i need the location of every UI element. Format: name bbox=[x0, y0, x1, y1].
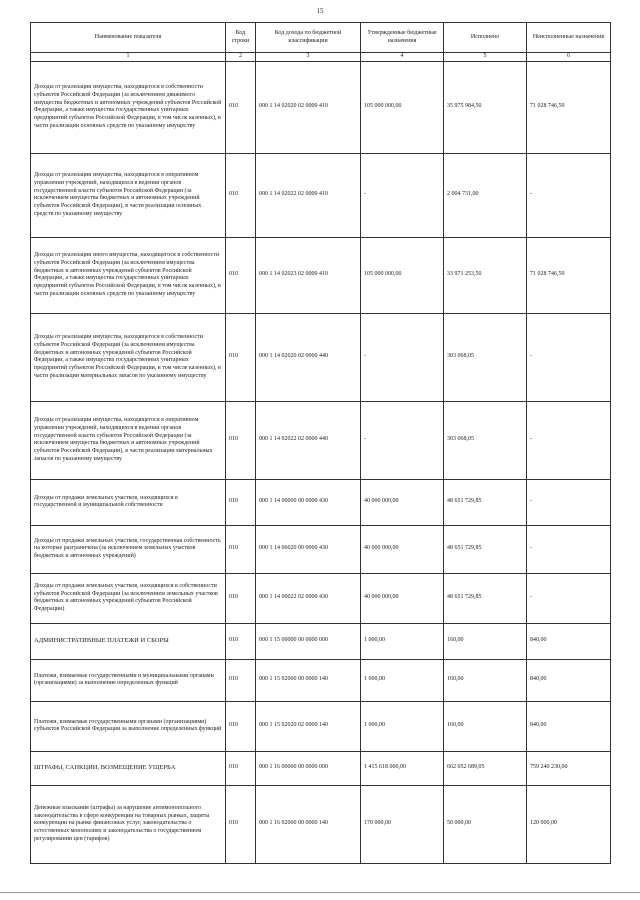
budget-execution-table bbox=[30, 22, 611, 864]
executed-cell: 48 651 729,85 bbox=[444, 573, 527, 623]
budget-code-cell: 000 1 14 02023 02 0000 410 bbox=[256, 237, 361, 313]
table-row bbox=[31, 479, 611, 525]
column-number: 6 bbox=[527, 53, 611, 62]
budget-code-cell: 000 1 14 06000 00 0000 430 bbox=[256, 479, 361, 525]
unexecuted-cell: 120 000,00 bbox=[527, 785, 611, 863]
line-code-cell: 010 bbox=[226, 313, 256, 401]
column-number: 2 bbox=[226, 53, 256, 62]
executed-cell: 48 651 729,85 bbox=[444, 525, 527, 573]
budget-code-cell: 000 1 16 02000 00 0000 140 bbox=[256, 785, 361, 863]
table-row bbox=[31, 525, 611, 573]
column-number: 1 bbox=[31, 53, 226, 62]
unexecuted-cell: - bbox=[527, 525, 611, 573]
header-line-code: Код строки bbox=[226, 23, 256, 53]
line-code-cell: 010 bbox=[226, 401, 256, 479]
table-row bbox=[31, 573, 611, 623]
column-number: 4 bbox=[361, 53, 444, 62]
approved-cell: - bbox=[361, 153, 444, 237]
approved-cell: 40 000 000,00 bbox=[361, 573, 444, 623]
table-row bbox=[31, 153, 611, 237]
line-code-cell: 010 bbox=[226, 785, 256, 863]
column-number: 3 bbox=[256, 53, 361, 62]
executed-cell: 35 975 984,50 bbox=[444, 61, 527, 153]
unexecuted-cell: 840,00 bbox=[527, 659, 611, 701]
unexecuted-cell: 71 028 746,50 bbox=[527, 237, 611, 313]
executed-cell: 160,00 bbox=[444, 659, 527, 701]
column-number-row bbox=[31, 53, 611, 62]
executed-cell: 303 068,05 bbox=[444, 401, 527, 479]
approved-cell: 1 000,00 bbox=[361, 659, 444, 701]
table-body bbox=[31, 61, 611, 863]
unexecuted-cell: - bbox=[527, 573, 611, 623]
executed-cell: 50 000,00 bbox=[444, 785, 527, 863]
indicator-name-cell: Доходы от реализации имущества, находящегося в оперативном управлении учреждений, находящихся в ведении органов государственной власти субъектов Российской Федерации (за исключением имущества бюджетных и автономных учреждений субъектов Российской Федерации), в части реализации материальных запасов по указанному имуществу bbox=[31, 401, 226, 479]
approved-cell: 170 000,00 bbox=[361, 785, 444, 863]
approved-cell: 105 000 000,00 bbox=[361, 237, 444, 313]
header-indicator-name: Наименование показателя bbox=[31, 23, 226, 53]
indicator-name-cell: АДМИНИСТРАТИВНЫЕ ПЛАТЕЖИ И СБОРЫ bbox=[31, 623, 226, 659]
approved-cell: 1 000,00 bbox=[361, 701, 444, 751]
budget-code-cell: 000 1 14 02022 02 0000 440 bbox=[256, 401, 361, 479]
unexecuted-cell: - bbox=[527, 401, 611, 479]
page-number: 15 bbox=[316, 7, 324, 15]
approved-cell: - bbox=[361, 401, 444, 479]
executed-cell: 2 004 731,00 bbox=[444, 153, 527, 237]
unexecuted-cell: - bbox=[527, 479, 611, 525]
header-executed: Исполнено bbox=[444, 23, 527, 53]
indicator-name-cell: Доходы от реализации имущества, находящегося в оперативном управлении учреждений, находящихся в ведении органов государственной власти субъектов Российской Федерации (за исключением имущества бюджетных и автономных учреждений субъектов Российской Федерации), в части реализации основных средств по указанному имуществу bbox=[31, 153, 226, 237]
approved-cell: 1 415 618 000,00 bbox=[361, 751, 444, 785]
unexecuted-cell: 71 028 746,50 bbox=[527, 61, 611, 153]
approved-cell: 1 000,00 bbox=[361, 623, 444, 659]
line-code-cell: 010 bbox=[226, 659, 256, 701]
line-code-cell: 010 bbox=[226, 751, 256, 785]
unexecuted-cell: 840,00 bbox=[527, 701, 611, 751]
indicator-name-cell: Доходы от реализации иного имущества, находящегося в собственности субъектов Российской Федерации (за исключением имущества бюджетных и автономных учреждений субъектов Российской Федерации, а также имущества государственных унитарных предприятий субъектов Российской Федерации, в том числе казенных), в части реализации основных средств по указанному имуществу bbox=[31, 237, 226, 313]
table-row bbox=[31, 313, 611, 401]
budget-code-cell: 000 1 14 02020 02 0000 440 bbox=[256, 313, 361, 401]
unexecuted-cell: 840,00 bbox=[527, 623, 611, 659]
line-code-cell: 010 bbox=[226, 237, 256, 313]
header-approved: Утвержденные бюджетные назначения bbox=[361, 23, 444, 53]
table-row bbox=[31, 623, 611, 659]
approved-cell: 40 000 000,00 bbox=[361, 525, 444, 573]
line-code-cell: 010 bbox=[226, 61, 256, 153]
indicator-name-cell: Доходы от продажи земельных участков, государственная собственность на которые разграничена (за исключением земельных участков бюджетных и автономных учреждений) bbox=[31, 525, 226, 573]
executed-cell: 48 651 729,85 bbox=[444, 479, 527, 525]
column-number: 5 bbox=[444, 53, 527, 62]
line-code-cell: 010 bbox=[226, 623, 256, 659]
indicator-name-cell: Платежи, взимаемые государственными органами (организациями) субъектов Российской Федерации за выполнение определенных функций bbox=[31, 701, 226, 751]
budget-code-cell: 000 1 14 02022 02 0000 410 bbox=[256, 153, 361, 237]
executed-cell: 160,00 bbox=[444, 701, 527, 751]
table-row bbox=[31, 61, 611, 153]
table-row bbox=[31, 701, 611, 751]
executed-cell: 160,00 bbox=[444, 623, 527, 659]
indicator-name-cell: Доходы от продажи земельных участков, находящихся в государственной и муниципальной собственности bbox=[31, 479, 226, 525]
budget-code-cell: 000 1 15 00000 00 0000 000 bbox=[256, 623, 361, 659]
line-code-cell: 010 bbox=[226, 573, 256, 623]
indicator-name-cell: ШТРАФЫ, САНКЦИИ, ВОЗМЕЩЕНИЕ УЩЕРБА bbox=[31, 751, 226, 785]
line-code-cell: 010 bbox=[226, 479, 256, 525]
header-budget-code: Код дохода по бюджетной классификации bbox=[256, 23, 361, 53]
budget-code-cell: 000 1 14 06022 02 0000 430 bbox=[256, 573, 361, 623]
approved-cell: 105 000 000,00 bbox=[361, 61, 444, 153]
budget-code-cell: 000 1 14 06020 00 0000 430 bbox=[256, 525, 361, 573]
indicator-name-cell: Денежные взыскания (штрафы) за нарушение антимонопольного законодательства в сфере конкуренции на товарных рынках, защиты конкуренции на рынке финансовых услуг, законодательства о естественных монополиях и законодательства о государственном регулировании цен (тарифов) bbox=[31, 785, 226, 863]
budget-code-cell: 000 1 15 02000 00 0000 140 bbox=[256, 659, 361, 701]
table-row bbox=[31, 401, 611, 479]
indicator-name-cell: Доходы от реализации имущества, находящегося в собственности субъектов Российской Федерации (за исключением имущества бюджетных и автономных учреждений субъектов Российской Федерации, а также имущества государственных унитарных предприятий субъектов Российской Федерации, в том числе казенных), в части реализации материальных запасов по указанному имуществу bbox=[31, 313, 226, 401]
table-row bbox=[31, 751, 611, 785]
budget-code-cell: 000 1 15 02020 02 0000 140 bbox=[256, 701, 361, 751]
line-code-cell: 010 bbox=[226, 525, 256, 573]
line-code-cell: 010 bbox=[226, 153, 256, 237]
page-bottom-rule bbox=[0, 892, 640, 893]
header-row bbox=[31, 23, 611, 53]
approved-cell: - bbox=[361, 313, 444, 401]
budget-code-cell: 000 1 14 02020 02 0000 410 bbox=[256, 61, 361, 153]
unexecuted-cell: - bbox=[527, 153, 611, 237]
executed-cell: 662 052 689,05 bbox=[444, 751, 527, 785]
budget-code-cell: 000 1 16 00000 00 0000 000 bbox=[256, 751, 361, 785]
indicator-name-cell: Платежи, взимаемые государственными и муниципальными органами (организациями) за выполнение определенных функций bbox=[31, 659, 226, 701]
approved-cell: 40 000 000,00 bbox=[361, 479, 444, 525]
table-row bbox=[31, 785, 611, 863]
indicator-name-cell: Доходы от реализации имущества, находящегося в собственности субъектов Российской Федерации (за исключением движимого имущества бюджетных и автономных учреждений субъектов Российской Федерации, а также имущества государственных унитарных предприятий субъектов Российской Федерации, в том числе казенных), в части реализации основных средств по указанному имуществу bbox=[31, 61, 226, 153]
header-unexecuted: Неисполненные назначения bbox=[527, 23, 611, 53]
table-row bbox=[31, 237, 611, 313]
executed-cell: 303 068,05 bbox=[444, 313, 527, 401]
unexecuted-cell: - bbox=[527, 313, 611, 401]
executed-cell: 33 971 253,50 bbox=[444, 237, 527, 313]
table-row bbox=[31, 659, 611, 701]
unexecuted-cell: 759 240 230,00 bbox=[527, 751, 611, 785]
line-code-cell: 010 bbox=[226, 701, 256, 751]
indicator-name-cell: Доходы от продажи земельных участков, находящихся в собственности субъектов Российской Федерации (за исключением земельных участков бюджетных и автономных учреждений субъектов Российской Федерации) bbox=[31, 573, 226, 623]
